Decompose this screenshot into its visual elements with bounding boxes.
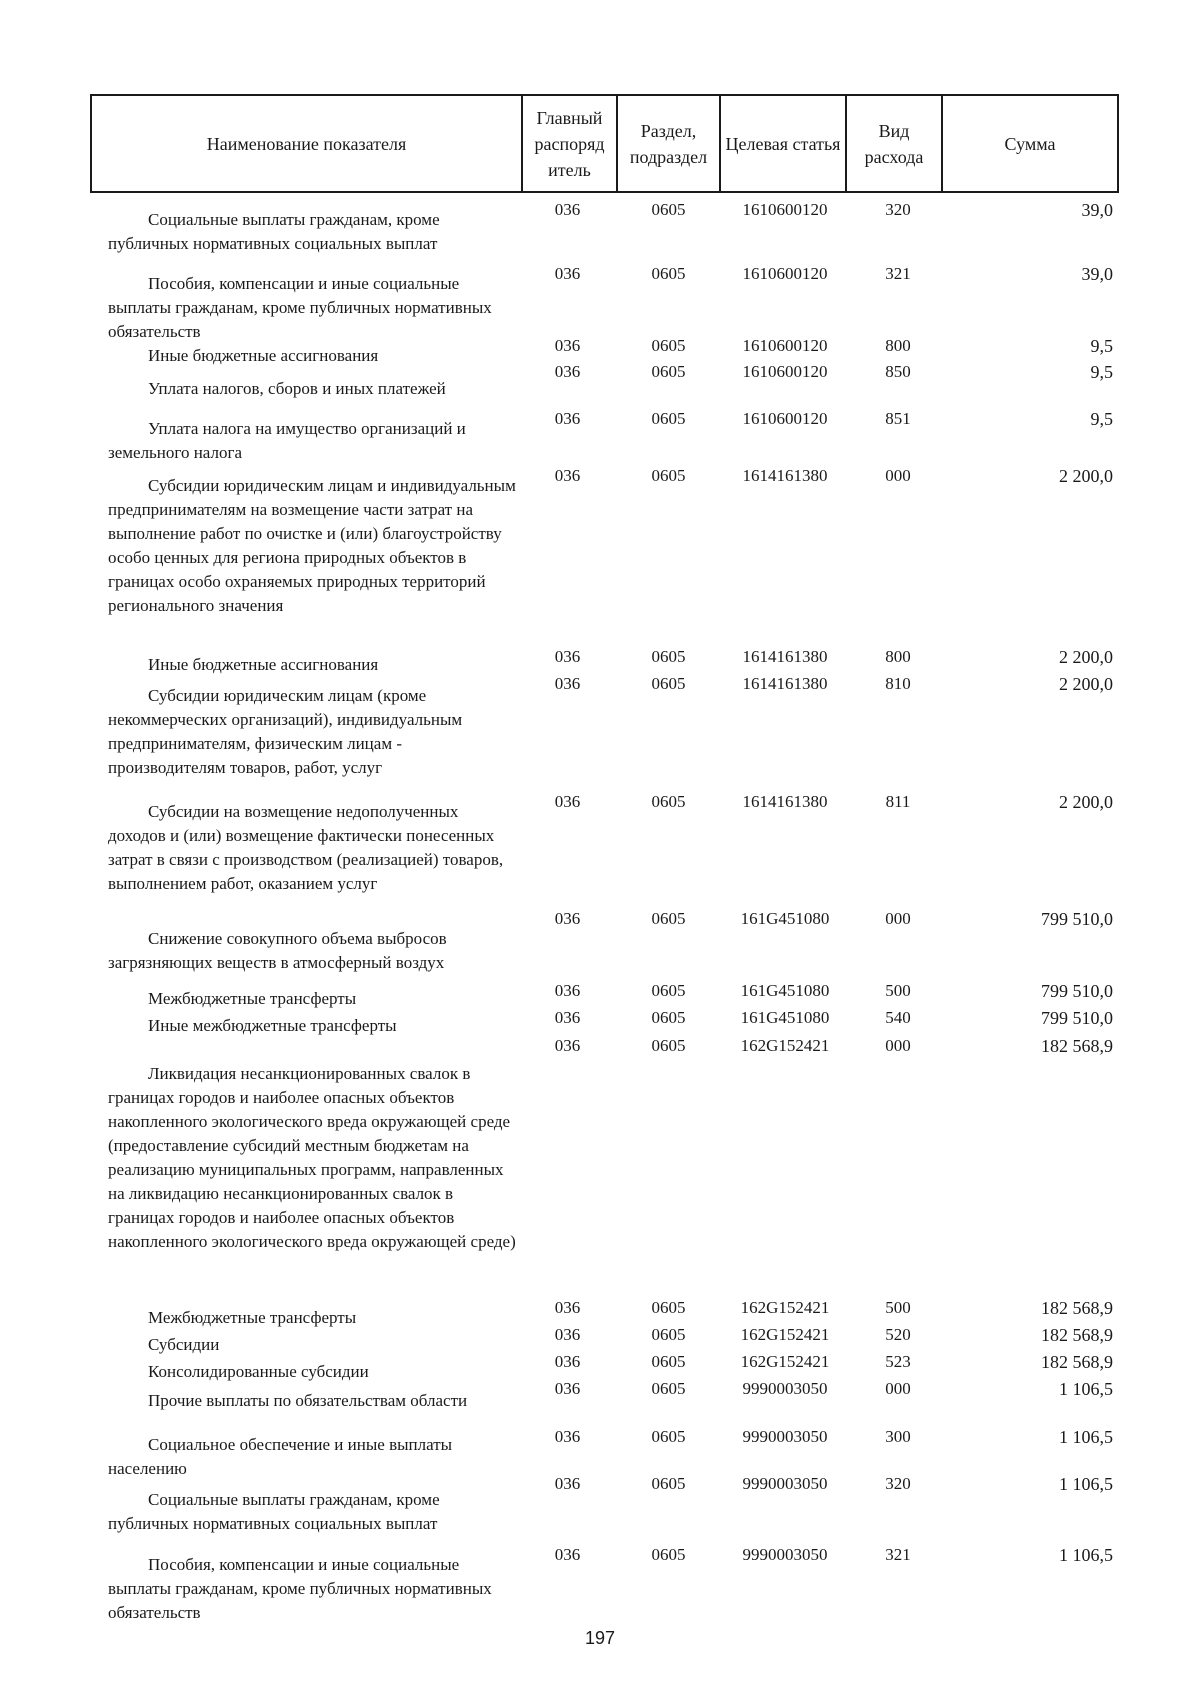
row-summa: 2 200,0 [1059, 647, 1113, 667]
row-vid: 523 [885, 1352, 911, 1371]
row-summa: 182 568,9 [1041, 1325, 1113, 1345]
row-name: Субсидии [148, 1335, 220, 1354]
row-glavny: 036 [554, 1325, 581, 1344]
row-vid: 540 [885, 1008, 911, 1027]
row-celevaya: 1610600120 [742, 362, 828, 381]
row-summa: 799 510,0 [1041, 981, 1113, 1001]
row-vid: 321 [885, 264, 911, 283]
table-header [90, 94, 1119, 193]
row-vid: 800 [885, 336, 911, 355]
row-celevaya: 161G451080 [740, 1008, 830, 1027]
row-celevaya: 161G451080 [740, 909, 830, 928]
row-vid: 850 [885, 362, 911, 381]
row-razdel: 0605 [651, 1427, 686, 1446]
row-razdel: 0605 [651, 336, 686, 355]
row-razdel: 0605 [651, 1379, 686, 1398]
row-celevaya: 1614161380 [742, 466, 828, 485]
row-celevaya: 1610600120 [742, 409, 828, 428]
row-glavny: 036 [554, 674, 581, 693]
row-glavny: 036 [554, 362, 581, 381]
row-glavny: 036 [554, 1352, 581, 1371]
row-vid: 500 [885, 981, 911, 1000]
row-razdel: 0605 [651, 1545, 686, 1564]
row-name: Консолидированные субсидии [148, 1362, 369, 1381]
row-name: Ликвидация несанкционированных свалок в границах городов и наиболее опасных объектов накопленного экологического вреда окружающей среде (предоставление субсидий местным бюджетам на реализацию муниципальных программ, направленных на ликвидацию несанкционированных свалок в границах городов и наиболее опасных объектов накопленного экологического вреда окружающей среде) [108, 1064, 516, 1251]
row-name: Межбюджетные трансферты [148, 1308, 357, 1327]
row-glavny: 036 [554, 466, 581, 485]
row-summa: 182 568,9 [1041, 1298, 1113, 1318]
row-summa: 39,0 [1081, 264, 1113, 284]
row-summa: 799 510,0 [1041, 1008, 1113, 1028]
row-name: Субсидии юридическим лицам (кроме некоммерческих организаций), индивидуальным предпринимателям, физическим лицам - производителям товаров, работ, услуг [108, 686, 463, 777]
row-summa: 39,0 [1081, 200, 1113, 220]
row-glavny: 036 [554, 1036, 581, 1055]
row-glavny: 036 [554, 1008, 581, 1027]
row-name: Социальное обеспечение и иные выплаты населению [108, 1435, 453, 1478]
row-summa: 2 200,0 [1059, 792, 1113, 812]
row-name: Субсидии юридическим лицам и индивидуальным предпринимателям на возмещение части затрат на выполнение работ по очистке и (или) благоустройству особо ценных для региона природных объектов в границах особо охраняемых природных территорий регионального значения [108, 476, 516, 615]
row-razdel: 0605 [651, 674, 686, 693]
row-summa: 9,5 [1090, 409, 1113, 429]
row-vid: 851 [885, 409, 911, 428]
row-vid: 500 [885, 1298, 911, 1317]
row-razdel: 0605 [651, 264, 686, 283]
row-razdel: 0605 [651, 1474, 686, 1493]
header-summa: Сумма [942, 95, 1118, 192]
row-vid: 300 [885, 1427, 911, 1446]
row-summa: 2 200,0 [1059, 674, 1113, 694]
row-vid: 000 [885, 466, 911, 485]
row-summa: 9,5 [1090, 336, 1113, 356]
header-vid: Вид расхода [846, 95, 942, 192]
row-name: Субсидии на возмещение недополученных доходов и (или) возмещение фактически понесенных затрат в связи с производством (реализацией) товаров, выполнением работ, оказанием услуг [108, 802, 504, 893]
page-number: 197 [584, 1628, 616, 1648]
row-celevaya: 1614161380 [742, 674, 828, 693]
row-razdel: 0605 [651, 1036, 686, 1055]
row-glavny: 036 [554, 264, 581, 283]
row-glavny: 036 [554, 1427, 581, 1446]
row-celevaya: 9990003050 [742, 1545, 828, 1564]
row-vid: 000 [885, 1379, 911, 1398]
row-name: Межбюджетные трансферты [148, 989, 357, 1008]
row-vid: 800 [885, 647, 911, 666]
row-celevaya: 161G451080 [740, 981, 830, 1000]
header-celevaya: Целевая статья [720, 95, 846, 192]
row-celevaya: 1610600120 [742, 336, 828, 355]
row-razdel: 0605 [651, 1352, 686, 1371]
row-name: Иные бюджетные ассигнования [148, 655, 379, 674]
row-glavny: 036 [554, 1298, 581, 1317]
row-vid: 000 [885, 909, 911, 928]
row-razdel: 0605 [651, 1008, 686, 1027]
row-razdel: 0605 [651, 1325, 686, 1344]
header-glavny: Главный распоряд итель [522, 95, 617, 192]
row-celevaya: 9990003050 [742, 1379, 828, 1398]
row-summa: 9,5 [1090, 362, 1113, 382]
row-vid: 320 [885, 1474, 911, 1493]
row-vid: 320 [885, 200, 911, 219]
row-glavny: 036 [554, 647, 581, 666]
row-razdel: 0605 [651, 792, 686, 811]
row-vid: 520 [885, 1325, 911, 1344]
row-celevaya: 9990003050 [742, 1474, 828, 1493]
row-vid: 810 [885, 674, 911, 693]
row-celevaya: 162G152421 [740, 1298, 830, 1317]
header-name: Наименование показателя [91, 95, 522, 192]
row-name: Уплата налога на имущество организаций и земельного налога [108, 419, 466, 462]
row-razdel: 0605 [651, 909, 686, 928]
row-name: Социальные выплаты гражданам, кроме публичных нормативных социальных выплат [108, 1490, 440, 1533]
row-name: Пособия, компенсации и иные социальные выплаты гражданам, кроме публичных нормативных обязательств [108, 1555, 492, 1622]
row-summa: 2 200,0 [1059, 466, 1113, 486]
row-celevaya: 1614161380 [742, 647, 828, 666]
row-name: Снижение совокупного объема выбросов загрязняющих веществ в атмосферный воздух [108, 929, 447, 972]
row-glavny: 036 [554, 909, 581, 928]
row-summa: 799 510,0 [1041, 909, 1113, 929]
row-vid: 000 [885, 1036, 911, 1055]
header-razdel: Раздел, подраздел [617, 95, 720, 192]
row-razdel: 0605 [651, 466, 686, 485]
row-celevaya: 9990003050 [742, 1427, 828, 1446]
row-razdel: 0605 [651, 647, 686, 666]
row-glavny: 036 [554, 336, 581, 355]
row-name: Пособия, компенсации и иные социальные выплаты гражданам, кроме публичных нормативных обязательств [108, 274, 492, 341]
row-glavny: 036 [554, 981, 581, 1000]
row-razdel: 0605 [651, 362, 686, 381]
row-celevaya: 1614161380 [742, 792, 828, 811]
row-name: Иные межбюджетные трансферты [148, 1016, 397, 1035]
row-razdel: 0605 [651, 981, 686, 1000]
row-name: Прочие выплаты по обязательствам области [148, 1391, 468, 1410]
row-summa: 1 106,5 [1059, 1545, 1113, 1565]
row-celevaya: 162G152421 [740, 1036, 830, 1055]
row-celevaya: 162G152421 [740, 1325, 830, 1344]
row-razdel: 0605 [651, 1298, 686, 1317]
row-vid: 811 [885, 792, 911, 811]
row-summa: 182 568,9 [1041, 1352, 1113, 1372]
row-razdel: 0605 [651, 200, 686, 219]
row-razdel: 0605 [651, 409, 686, 428]
row-vid: 321 [885, 1545, 911, 1564]
row-name: Иные бюджетные ассигнования [148, 346, 379, 365]
row-glavny: 036 [554, 792, 581, 811]
row-celevaya: 1610600120 [742, 264, 828, 283]
row-glavny: 036 [554, 409, 581, 428]
row-celevaya: 1610600120 [742, 200, 828, 219]
row-celevaya: 162G152421 [740, 1352, 830, 1371]
row-summa: 1 106,5 [1059, 1474, 1113, 1494]
row-summa: 182 568,9 [1041, 1036, 1113, 1056]
row-glavny: 036 [554, 200, 581, 219]
row-summa: 1 106,5 [1059, 1427, 1113, 1447]
row-summa: 1 106,5 [1059, 1379, 1113, 1399]
row-glavny: 036 [554, 1379, 581, 1398]
row-glavny: 036 [554, 1474, 581, 1493]
row-name: Социальные выплаты гражданам, кроме публичных нормативных социальных выплат [108, 210, 440, 253]
row-name: Уплата налогов, сборов и иных платежей [148, 379, 446, 398]
row-glavny: 036 [554, 1545, 581, 1564]
